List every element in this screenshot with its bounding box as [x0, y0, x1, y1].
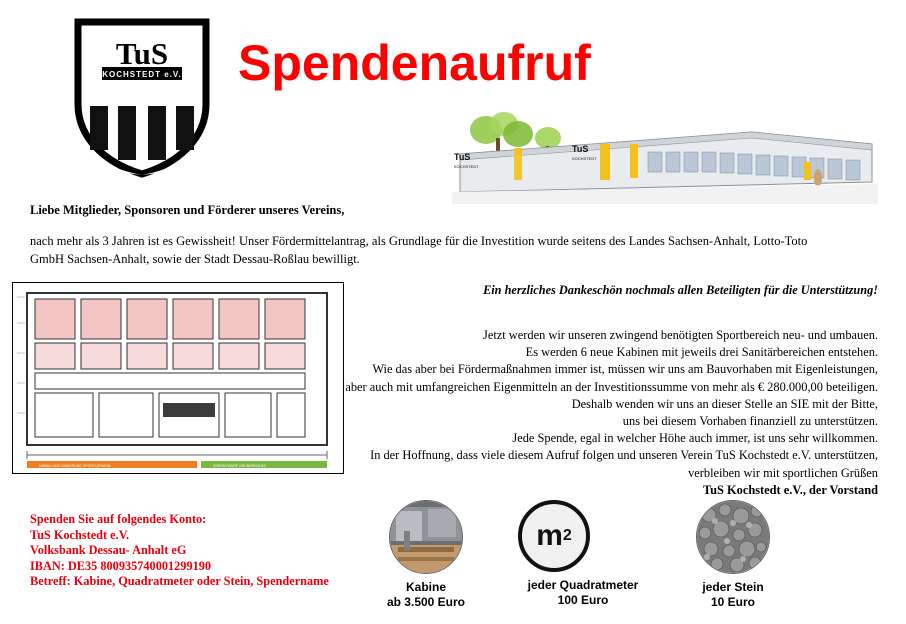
bank-line-1: Spenden Sie auf folgendes Konto: [30, 512, 207, 526]
bank-line-4: IBAN: DE35 800935740001299190 [30, 558, 212, 573]
thanks-line: Ein herzliches Dankeschön nochmals allen Beteiligten für die Unterstützung! [483, 283, 878, 297]
logo-main-text: TuS [115, 36, 169, 71]
svg-text:TuS: TuS [572, 144, 589, 154]
page-title: Spendenaufruf [238, 35, 591, 91]
donation-option-quadratmeter [518, 500, 648, 608]
donation-option-stein [678, 500, 788, 610]
donation-name-stein: jeder Stein [702, 580, 764, 594]
bank-line-2: TuS Kochstedt e.V. [30, 527, 130, 542]
cabin-photo-icon [389, 500, 463, 574]
donation-amount-stein: 10 Euro [710, 595, 755, 609]
square-meter-exponent: 2 [562, 527, 572, 544]
body-line-8: verbleiben wir mit sportlichen Grüßen [688, 465, 878, 480]
svg-text:KOCHSTEDT: KOCHSTEDT [572, 156, 597, 161]
body-line-6: Jede Spende, egal in welcher Höhe auch immer, ist uns sehr willkommen. [512, 431, 878, 446]
bank-details [30, 512, 329, 590]
donation-name-kabine: Kabine [405, 580, 446, 594]
body-line-3: aber auch mit umfangreichen Eigenmitteln an der Investitionssumme von mehr als € 280.000,00 beteiligen. [345, 379, 878, 394]
sports-building-illustration [452, 108, 878, 204]
donation-amount-quadratmeter: 100 Euro [557, 593, 609, 607]
floorplan-drawing [13, 283, 343, 473]
body-line-0: Jetzt werden wir unseren zwingend benötigten Sportbereich neu- und umbauen. [483, 328, 878, 342]
svg-text:KOCHSTEDT: KOCHSTEDT [454, 164, 479, 169]
club-logo [72, 18, 212, 183]
body-line-1: Es werden 6 neue Kabinen mit jeweils drei Sanitärbereichen entstehen. [525, 345, 878, 360]
body-line-4: Deshalb wenden wir uns an dieser Stelle an SIE mit der Bitte, [571, 396, 878, 411]
body-line-7: In der Hoffnung, dass viele diesem Aufruf folgen und unseren Verein TuS Kochstedt e.V. unterstützen, [370, 448, 878, 463]
signature-line: TuS Kochstedt e.V., der Vorstand [702, 482, 878, 497]
body-line-5: uns bei diesem Vorhaben finanziell zu unterstützen. [622, 414, 878, 429]
logo-sub-text: KOCHSTEDT e.V. [102, 70, 182, 79]
square-meter-symbol-icon [518, 500, 590, 572]
donation-amount-kabine: ab 3.500 Euro [386, 595, 466, 609]
intro-paragraph: nach mehr als 3 Jahren ist es Gewissheit! Unser Fördermittelantrag, als Grundlage für die Investition wurde seitens des Landes Sachsen-Anhalt, Lotto-Toto GmbH Sachsen-Anhalt, sowie der Stadt Dessau-Roßlau bewilligt. [30, 234, 808, 266]
square-meter-letter: m [536, 519, 563, 552]
body-line-2: Wie das aber bei Fördermaßnahmen immer ist, müssen wir uns am Bauvorhaben mit Eigenleistungen, [372, 362, 878, 377]
svg-text:UMBAU UND SANIERUNG SPORTLERHE: UMBAU UND SANIERUNG SPORTLERHEIM [39, 464, 111, 468]
donation-option-kabine [378, 500, 474, 610]
gravel-photo-icon [696, 500, 770, 574]
floorplan-image [12, 282, 344, 474]
bank-line-5: Betreff: Kabine, Quadratmeter oder Stein, Spendername [30, 574, 329, 588]
svg-text:VORENTWURF GRUNDRISS EG: VORENTWURF GRUNDRISS EG [213, 464, 267, 468]
bank-line-3: Volksbank Dessau- Anhalt eG [30, 543, 187, 557]
svg-text:TuS: TuS [454, 152, 471, 162]
donation-name-quadratmeter: jeder Quadratmeter [527, 578, 639, 592]
greeting-line: Liebe Mitglieder, Sponsoren und Förderer unseres Vereins, [30, 203, 345, 217]
body-text-block [320, 327, 878, 499]
